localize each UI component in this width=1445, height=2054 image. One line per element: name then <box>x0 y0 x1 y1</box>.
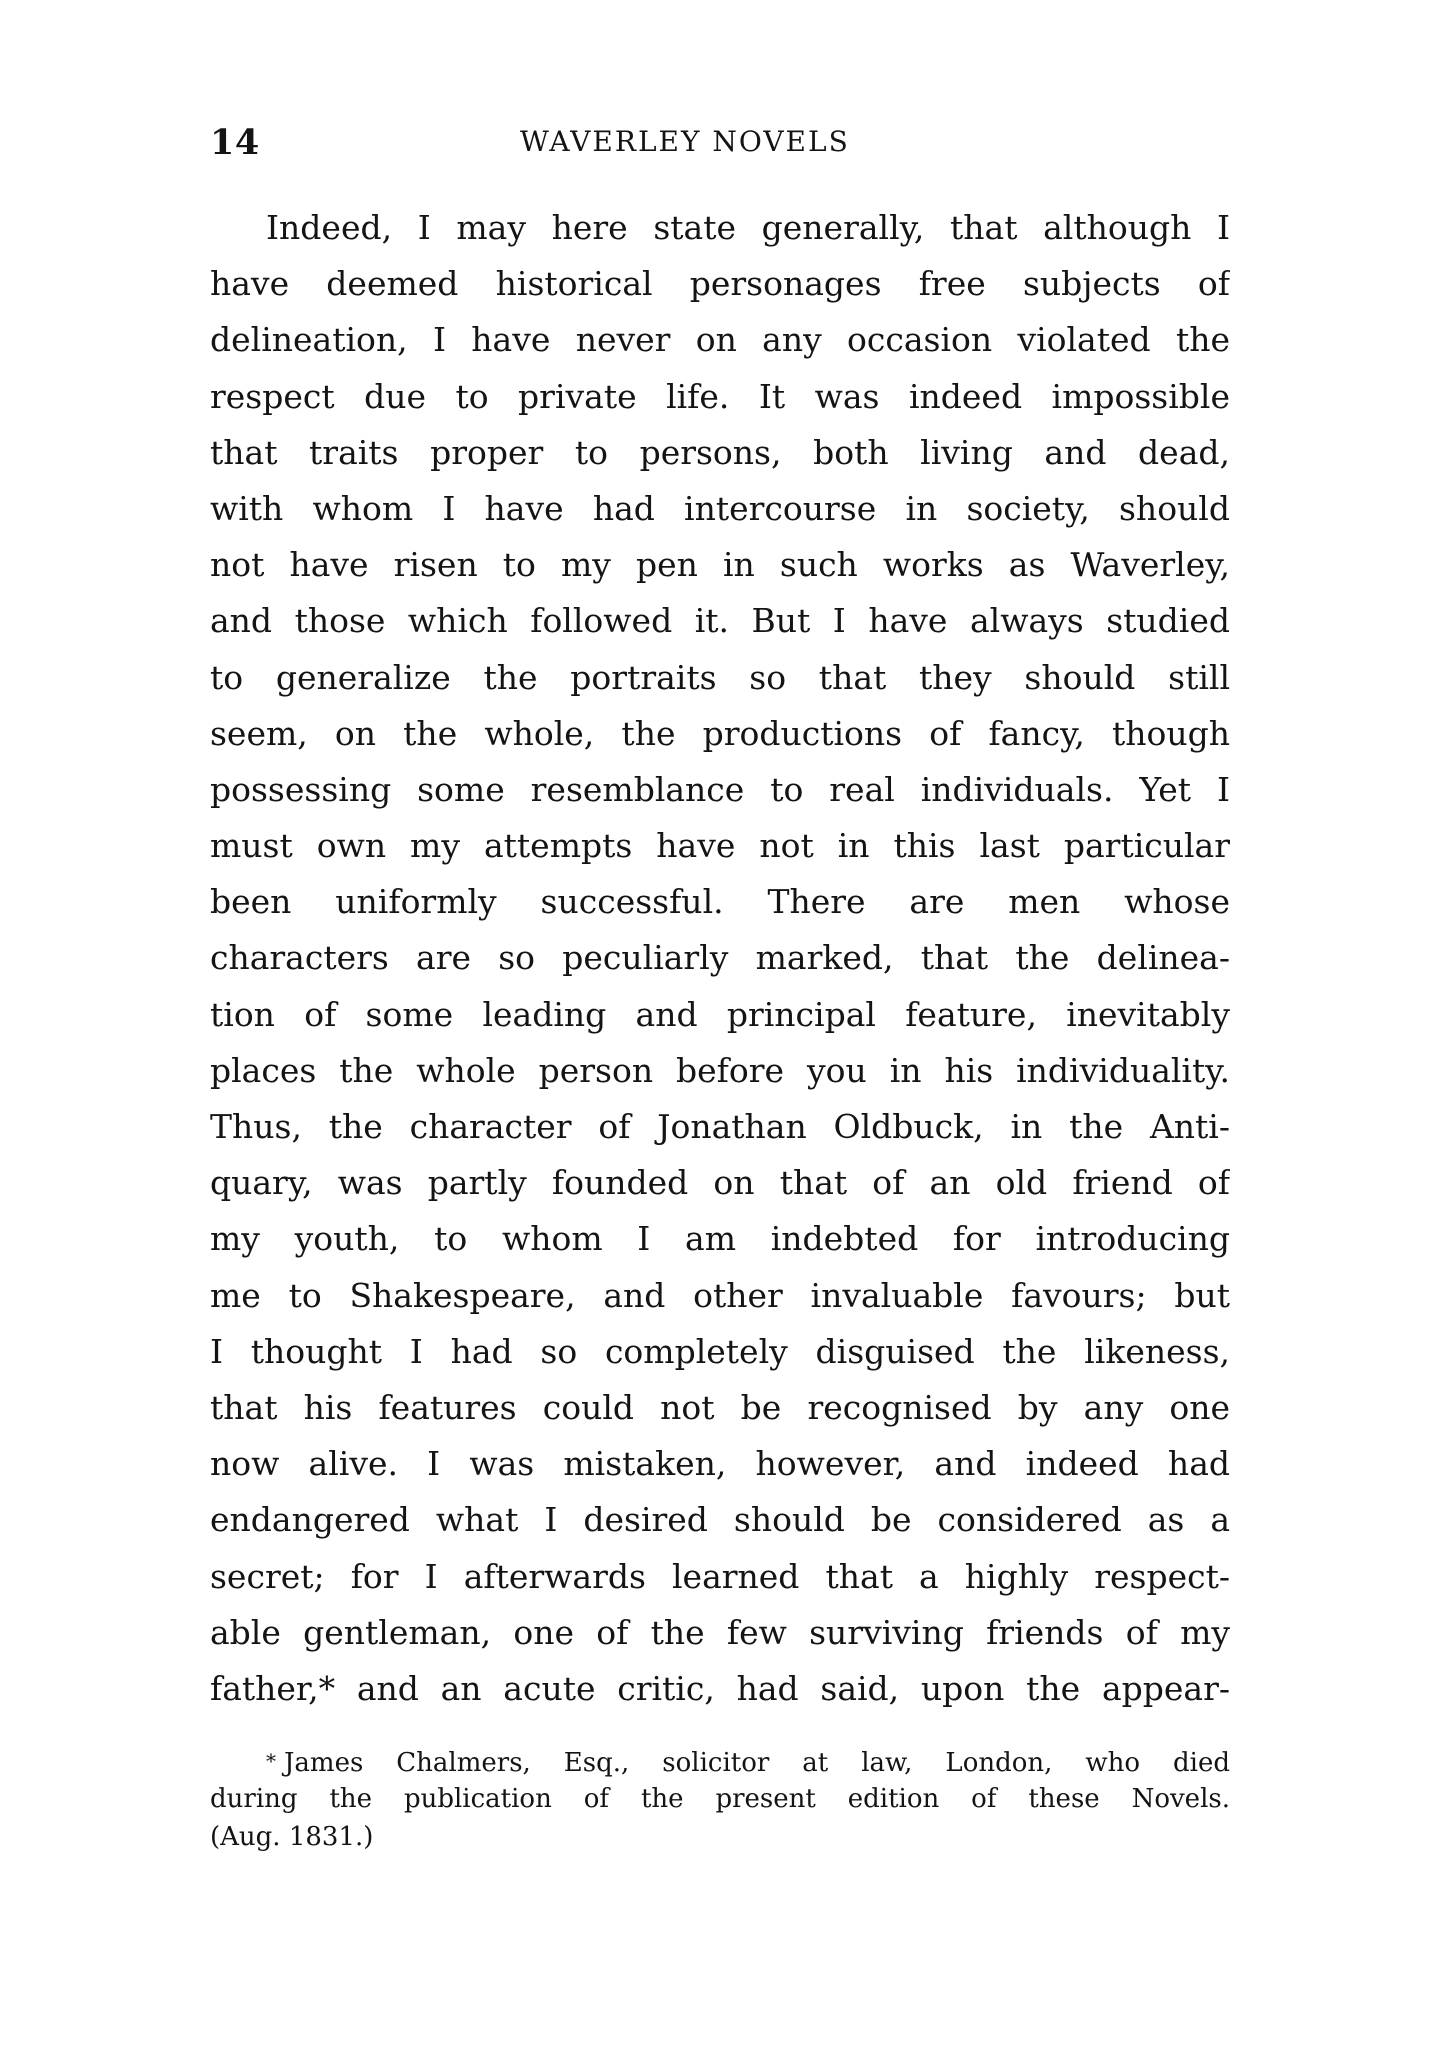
text-line: father,* and an acute critic, had said, upon the appear- <box>210 1668 1230 1708</box>
text-line: been uniformly successful. There are men whose <box>210 882 1230 922</box>
text-line: me to Shakespeare, and other invaluable favours; but <box>210 1275 1230 1315</box>
text-line: Indeed, I may here state generally, that although I <box>266 208 1230 247</box>
text-line: tion of some leading and principal feature, inevitably <box>210 994 1230 1034</box>
footnote-line: (Aug. 1831.) <box>210 1822 374 1852</box>
text-line: possessing some resemblance to real individuals. Yet I <box>210 769 1230 809</box>
text-line: respect due to private life. It was indeed impossible <box>210 376 1230 416</box>
text-line: must own my attempts have not in this last particular <box>210 826 1230 866</box>
footnote-line <box>210 1742 1230 1780</box>
running-head <box>210 122 1230 172</box>
text-line: with whom I have had intercourse in society, should <box>210 488 1230 528</box>
text-line: that his features could not be recognised by any one <box>210 1387 1230 1427</box>
footnote <box>210 1742 1230 1856</box>
text-line: characters are so peculiarly marked, that the delinea- <box>210 938 1230 978</box>
text-line: and those which followed it. But I have always studied <box>210 601 1230 641</box>
text-line: not have risen to my pen in such works as Waverley, <box>210 545 1230 585</box>
text-line: to generalize the portraits so that they should still <box>210 657 1230 697</box>
text-line: secret; for I afterwards learned that a highly respect- <box>210 1556 1230 1596</box>
text-line: quary, was partly founded on that of an old friend of <box>210 1163 1230 1203</box>
text-line: now alive. I was mistaken, however, and indeed had <box>210 1444 1230 1484</box>
body-text <box>210 200 1230 1717</box>
footnote-line: during the publication of the present edition of these Novels. <box>210 1784 1230 1814</box>
running-title: WAVERLEY NOVELS <box>520 125 850 158</box>
text-line: have deemed historical personages free subjects of <box>210 264 1230 304</box>
text-line: able gentleman, one of the few surviving friends of my <box>210 1612 1230 1652</box>
text-line: seem, on the whole, the productions of fancy, though <box>210 713 1230 753</box>
text-line: my youth, to whom I am indebted for introducing <box>210 1219 1230 1259</box>
text-line: Thus, the character of Jonathan Oldbuck, in the Anti- <box>210 1107 1230 1146</box>
text-line: endangered what I desired should be considered as a <box>210 1500 1230 1540</box>
footnote-text: James Chalmers, Esq., solicitor at law, London, who died <box>284 1748 1230 1778</box>
page-number: 14 <box>210 122 260 163</box>
text-line: places the whole person before you in his individuality. <box>210 1050 1230 1090</box>
text-line: that traits proper to persons, both living and dead, <box>210 432 1230 472</box>
text-line: I thought I had so completely disguised the likeness, <box>210 1331 1230 1371</box>
footnote-marker: * <box>266 1749 276 1773</box>
text-line: delineation, I have never on any occasion violated the <box>210 320 1230 360</box>
